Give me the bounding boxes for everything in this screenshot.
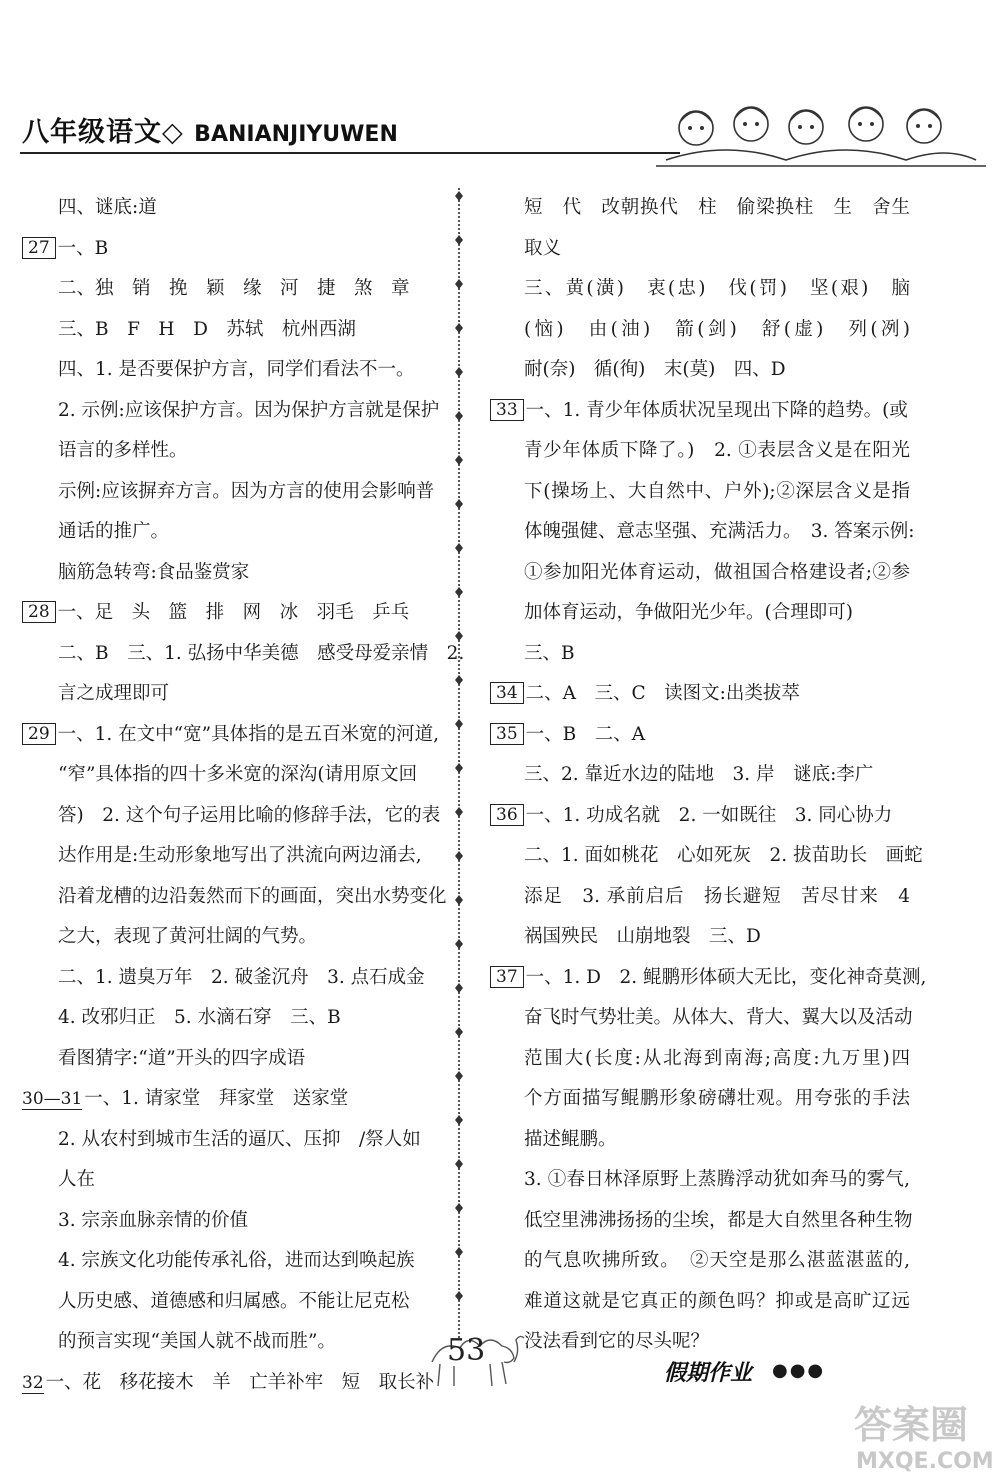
answer-line [490,796,910,837]
answer-line: 脑筋急转弯:食品鉴赏家 [58,561,250,583]
diamond-ornament [455,455,463,465]
question-number-box: 37 [490,966,524,988]
answer-line [22,229,442,270]
diamond-ornament [455,1203,463,1213]
right-column [490,188,927,1363]
question-number-box: 30—31 [22,1089,83,1109]
answer-line [22,593,442,634]
left-column [22,188,465,1403]
diamond-ornament [455,719,463,729]
diamond-ornament [455,763,463,773]
answer-line: 之大，表现了黄河壮阔的气势。 [58,926,318,947]
answer-line: 范围大(长度:从北海到南海;高度:九万里)四 [524,1047,910,1069]
footer-dots: ●●● [772,1360,826,1381]
answer-line: 2. 从农村到城市生活的逼仄、压抑 /祭人如 [58,1128,421,1150]
answer-line: 三、B [524,642,575,664]
diamond-ornament [455,1247,463,1257]
answer-line: 四、1. 是否要保护方言，同学们看法不一。 [58,359,415,380]
answer-text: 一、1. 青少年体质状况呈现出下降的趋势。(或 [525,399,908,421]
answer-text: 一、花 移花接木 羊 亡羊补牢 短 取长补 [45,1371,435,1393]
answer-line: 祸国殃民 山崩地裂 三、D [524,926,761,947]
footer-label: 假期作业 [664,1360,753,1386]
diamond-ornament [455,543,463,553]
diamond-ornament [455,411,463,421]
question-number-box: 32 [22,1372,44,1393]
answer-line [490,715,910,756]
answer-line: 2. 示例:应该保护方言。因为保护方言就是保护 [58,399,440,421]
answer-line: 通话的推广。 [58,521,170,542]
answer-line: 加体育运动，争做阳光少年。(合理即可) [524,602,853,623]
answer-line: 人历史感、道德感和归属感。不能让尼克松 [58,1290,410,1312]
diamond-ornament [455,279,463,289]
answer-text: 一、足 头 篮 排 网 冰 羽毛 乒乓 [57,602,410,623]
page-number: 53 [447,1333,486,1368]
answer-line: ①参加阳光体育运动，做祖国合格建设者;②参 [524,561,910,583]
answer-line [490,674,910,715]
question-number-box: 28 [22,601,56,623]
diamond-ornament [455,1071,463,1081]
cartoon-children-illustration [656,100,986,172]
diamond-ornament [455,675,463,685]
answer-line: “窄”具体指的四十多米宽的深沟(请用原文回 [58,764,418,785]
header-title-en: BANIANJIYUWEN [194,122,398,147]
answer-line: 个方面描写鲲鹏形象磅礴壮观。用夸张的手法 [524,1088,910,1109]
answer-line [490,958,927,999]
header-title-cn: 八年级语文◇ [22,117,184,148]
answer-line: 耐(奈) 循(徇) 末(莫) 四、D [524,359,786,380]
divider-diamonds [452,190,466,1340]
answer-line: 二、B 三、1. 弘扬中华美德 感受母爱亲情 2. [58,642,465,664]
diamond-ornament [455,631,463,641]
diamond-ornament [455,191,463,201]
question-number-box: 27 [22,237,56,259]
diamond-ornament [455,807,463,817]
header-rule [20,152,680,154]
answer-line: 短 代 改朝换代 柱 偷梁换柱 生 舍生 [524,197,910,218]
answer-line: 二、1. 面如桃花 心如死灰 2. 拔苗助长 画蛇 [524,845,923,866]
answer-line: 的预言实现“美国人就不战而胜”。 [58,1331,336,1352]
answer-line: 三、B F H D 苏轼 杭州西湖 [58,318,356,340]
answer-line: 3. 宗亲血脉亲情的价值 [58,1209,249,1231]
answer-line: 三、2. 靠近水边的陆地 3. 岸 谜底:李广 [524,764,874,785]
answer-line: 三、黄(潢) 衷(忠) 伐(罚) 坚(艰) 脑 [524,278,910,299]
answer-line: 达作用是:生动形象地写出了洪流向两边涌去, [58,845,422,866]
answer-line: 3. ①春日林泽原野上蒸腾浮动犹如奔马的雾气, [524,1169,910,1190]
question-number-box: 35 [490,723,524,745]
answer-text: 一、1. 功成名就 2. 一如既往 3. 同心协力 [525,804,893,826]
answer-line: 描述鲲鹏。 [524,1128,617,1150]
answer-line: 示例:应该摒弃方言。因为方言的使用会影响普 [58,480,435,502]
answer-line: 四、谜底:道 [58,197,157,218]
answer-line: 取义 [524,237,562,259]
answer-text: 一、B [57,237,109,259]
diamond-ornament [455,587,463,597]
question-number-box: 34 [490,682,524,704]
answer-text: 一、1. 请家堂 拜家堂 送家堂 [84,1088,349,1109]
diamond-ornament [455,895,463,905]
diamond-ornament [455,367,463,377]
answer-line: 4. 宗族文化功能传承礼俗，进而达到唤起族 [58,1250,415,1271]
diamond-ornament [455,323,463,333]
answer-line: 奋飞时气势壮美。从体大、背大、翼大以及活动 [524,1007,913,1028]
answer-text: 一、1. D 2. 鲲鹏形体硕大无比，变化神奇莫测, [525,966,927,988]
answer-line: 体魄强健、意志坚强、充满活力。 3. 答案示例: [524,521,915,542]
answer-text: 二、A 三、C 读图文:出类拔萃 [525,683,800,704]
answer-line [22,1363,442,1404]
answer-line: 添足 3. 承前启后 扬长避短 苦尽甘来 4 [524,885,910,907]
answer-line: 言之成理即可 [58,683,170,704]
watermark-logo [850,1392,1000,1474]
answer-line: 4. 改邪归正 5. 水滴石穿 三、B [58,1007,341,1028]
header-title [22,110,398,149]
answer-line: 二、独 销 挽 颖 缘 河 捷 煞 章 [58,278,410,299]
diamond-ornament [455,1027,463,1037]
diamond-ornament [455,1159,463,1169]
diamond-ornament [455,939,463,949]
question-number-box: 36 [490,804,524,826]
answer-line: 难道这就是它真正的颜色吗？抑或是高旷辽远 [524,1290,910,1312]
answer-line [490,391,910,432]
answer-line: 青少年体质下降了。) 2. ①表层含义是在阳光 [524,440,910,461]
answer-text: 一、1. 在文中“宽”具体指的是五百米宽的河道, [57,723,439,745]
answer-line: 的气息吹拂所致。 ②天空是那么湛蓝湛蓝的, [524,1250,910,1271]
answer-line: 语言的多样性。 [58,440,188,461]
answer-line: 人在 [58,1169,96,1190]
answer-line [22,1079,442,1120]
answer-line: 下(操场上、大自然中、户外);②深层含义是指 [524,480,910,502]
answer-line [22,715,442,756]
diamond-ornament [455,851,463,861]
answer-text: 一、B 二、A [525,723,646,745]
answer-line: (恼) 由(油) 箭(剑) 舒(虚) 列(冽) [524,318,910,340]
diamond-ornament [455,1291,463,1301]
watermark-url: MXQE.COM [856,1449,994,1474]
answer-line: 沿着龙槽的边沿轰然而下的画面，突出水势变化 [58,885,447,907]
question-number-box: 29 [22,723,56,745]
diamond-ornament [455,983,463,993]
answer-line: 没法看到它的尽头呢？ [524,1331,710,1352]
answer-line: 低空里沸沸扬扬的尘埃，都是大自然里各种生物 [524,1209,913,1231]
diamond-ornament [455,235,463,245]
diamond-ornament [455,1115,463,1125]
answer-line: 答) 2. 这个句子运用比喻的修辞手法，它的表 [58,804,441,826]
watermark-brand: 答案圈 [854,1403,969,1447]
answer-line: 看图猜字:“道”开头的四字成语 [58,1047,306,1069]
answer-line: 二、1. 遗臭万年 2. 破釜沉舟 3. 点石成金 [58,966,425,988]
diamond-ornament [455,499,463,509]
question-number-box: 33 [490,399,524,421]
